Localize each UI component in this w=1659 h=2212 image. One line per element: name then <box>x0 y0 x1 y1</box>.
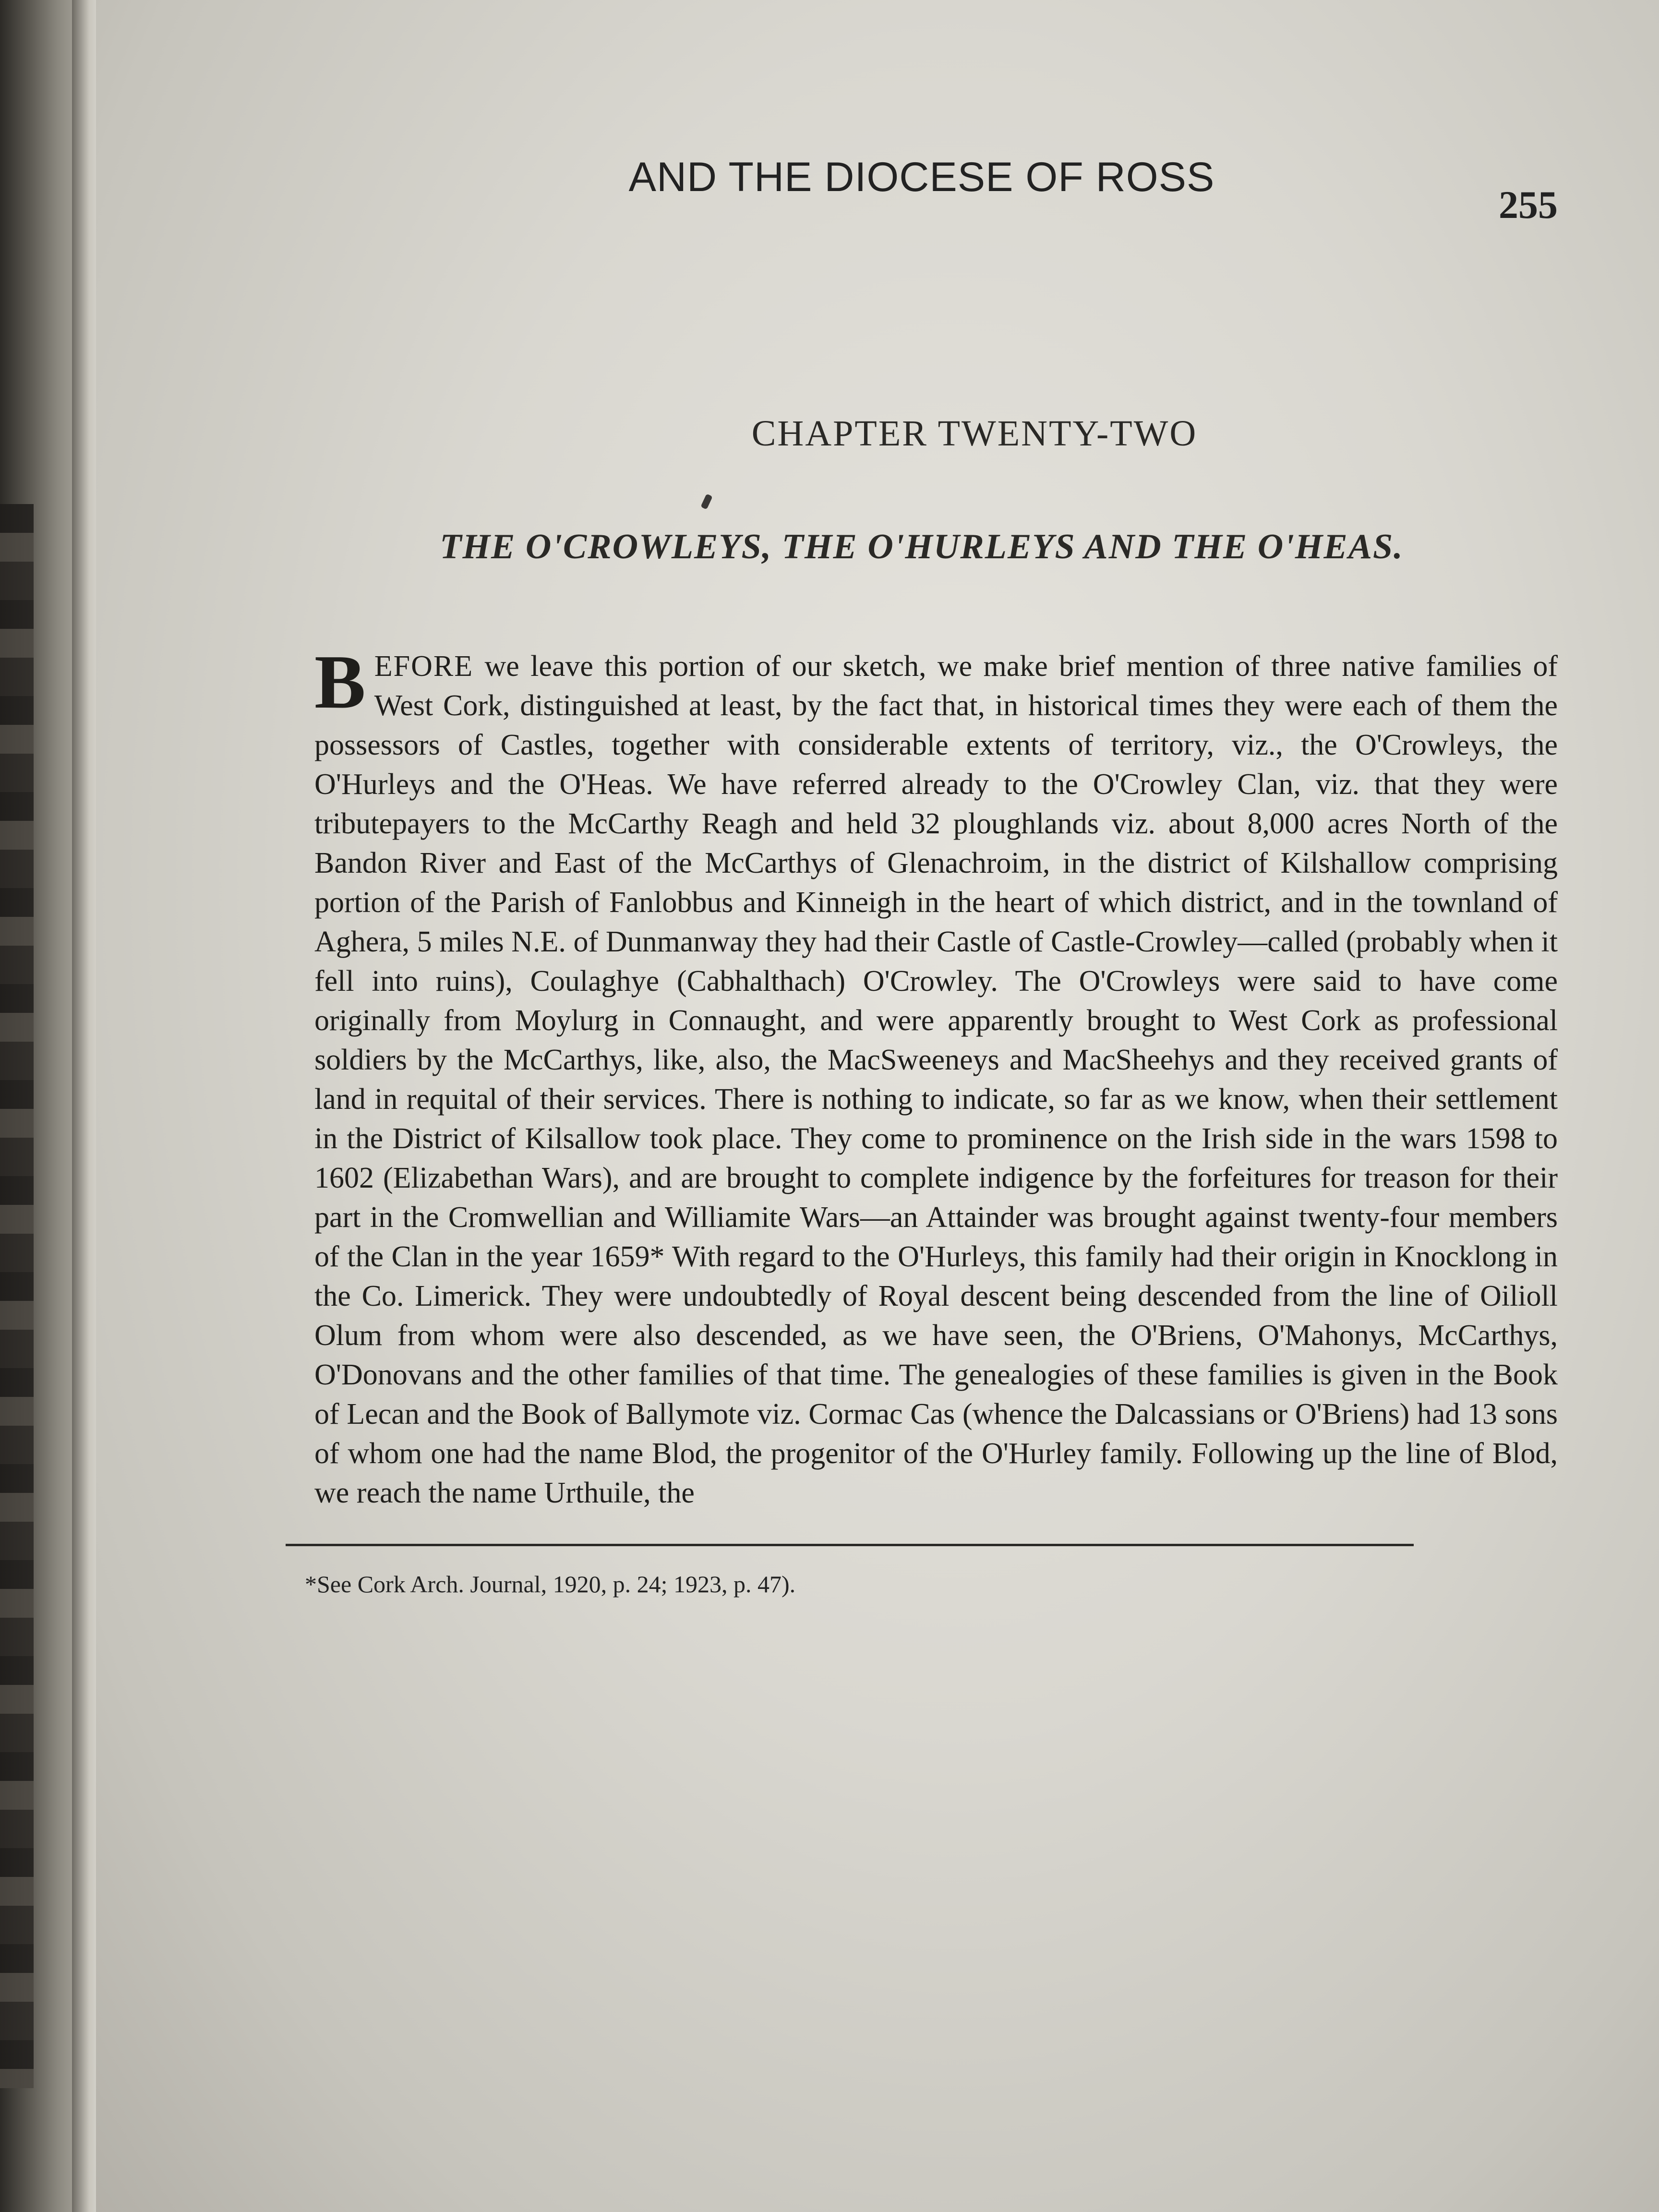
chapter-title: THE O'CROWLEYS, THE O'HURLEYS AND THE O'HEAS. <box>440 527 1404 566</box>
body-paragraph <box>314 639 1558 1513</box>
lead-caps: EFORE <box>374 650 474 683</box>
chapter-heading: CHAPTER TWENTY-TWO <box>751 413 1198 454</box>
drop-cap: B <box>314 639 366 724</box>
page-number: 255 <box>1499 183 1558 227</box>
book-page <box>96 0 1659 2212</box>
page-content <box>286 144 1558 1598</box>
body-text: we leave this portion of our sketch, we make brief mention of three native families of West Cork, distinguished at least, by the fact that, in historical times they were each of them the possessors of Castles, together with considerable extents of territory, viz., the O'Crowleys, the O'Hurleys and the O'Heas. We have referred already to the O'Crowley Clan, viz. that they were tributepayers to the McCarthy Reagh and held 32 ploughlands viz. about 8,000 acres North of the Bandon River and East of the McCarthys of Glenachroim, in the district of Kilshallow comprising portion of the Parish of Fanlobbus and Kinneigh in the heart of which district, and in the townland of Aghera, 5 miles N.E. of Dunmanway they had their Castle of Castle-Crowley—called (probably when it fell into ruins), Coulaghye (Cabhalthach) O'Crowley. The O'Crowleys were said to have come originally from Moylurg in Connaught, and were apparently brought to West Cork as professional soldiers by the McCarthys, like, also, the MacSweeneys and MacSheehys and they received grants of land in requital of their services. There is nothing to indicate, so far as we know, when their settlement in the District of Kilsallow took place. They come to prominence on the Irish side in the wars 1598 to 1602 (Elizabethan Wars), and are brought to complete indigence by the forfeitures for treason for their part in the Cromwellian and Williamite Wars—an Attainder was brought against twenty-four members of the Clan in the year 1659* With regard to the O'Hurleys, this family had their origin in Knocklong in the Co. Limerick. They were undoubtedly of Royal descent being descended from the line of Oilioll Olum from whom were also descended, as we have seen, the O'Briens, O'Mahonys, McCarthys, O'Donovans and the other families of that time. The genealogies of these families is given in the Book of Lecan and the Book of Ballymote viz. Cormac Cas (whence the Dalcassians or O'Briens) had 13 sons of whom one had the name Blod, the progenitor of the O'Hurley family. Following up the line of Blod, we reach the name Urthuile, the <box>314 650 1558 1509</box>
footnote-rule <box>286 1544 1414 1546</box>
adjacent-page-illustration <box>0 504 34 2088</box>
running-head <box>286 144 1558 227</box>
running-title: AND THE DIOCESE OF ROSS <box>628 154 1215 200</box>
footnote: *See Cork Arch. Journal, 1920, p. 24; 1923, p. 47). <box>305 1571 796 1598</box>
